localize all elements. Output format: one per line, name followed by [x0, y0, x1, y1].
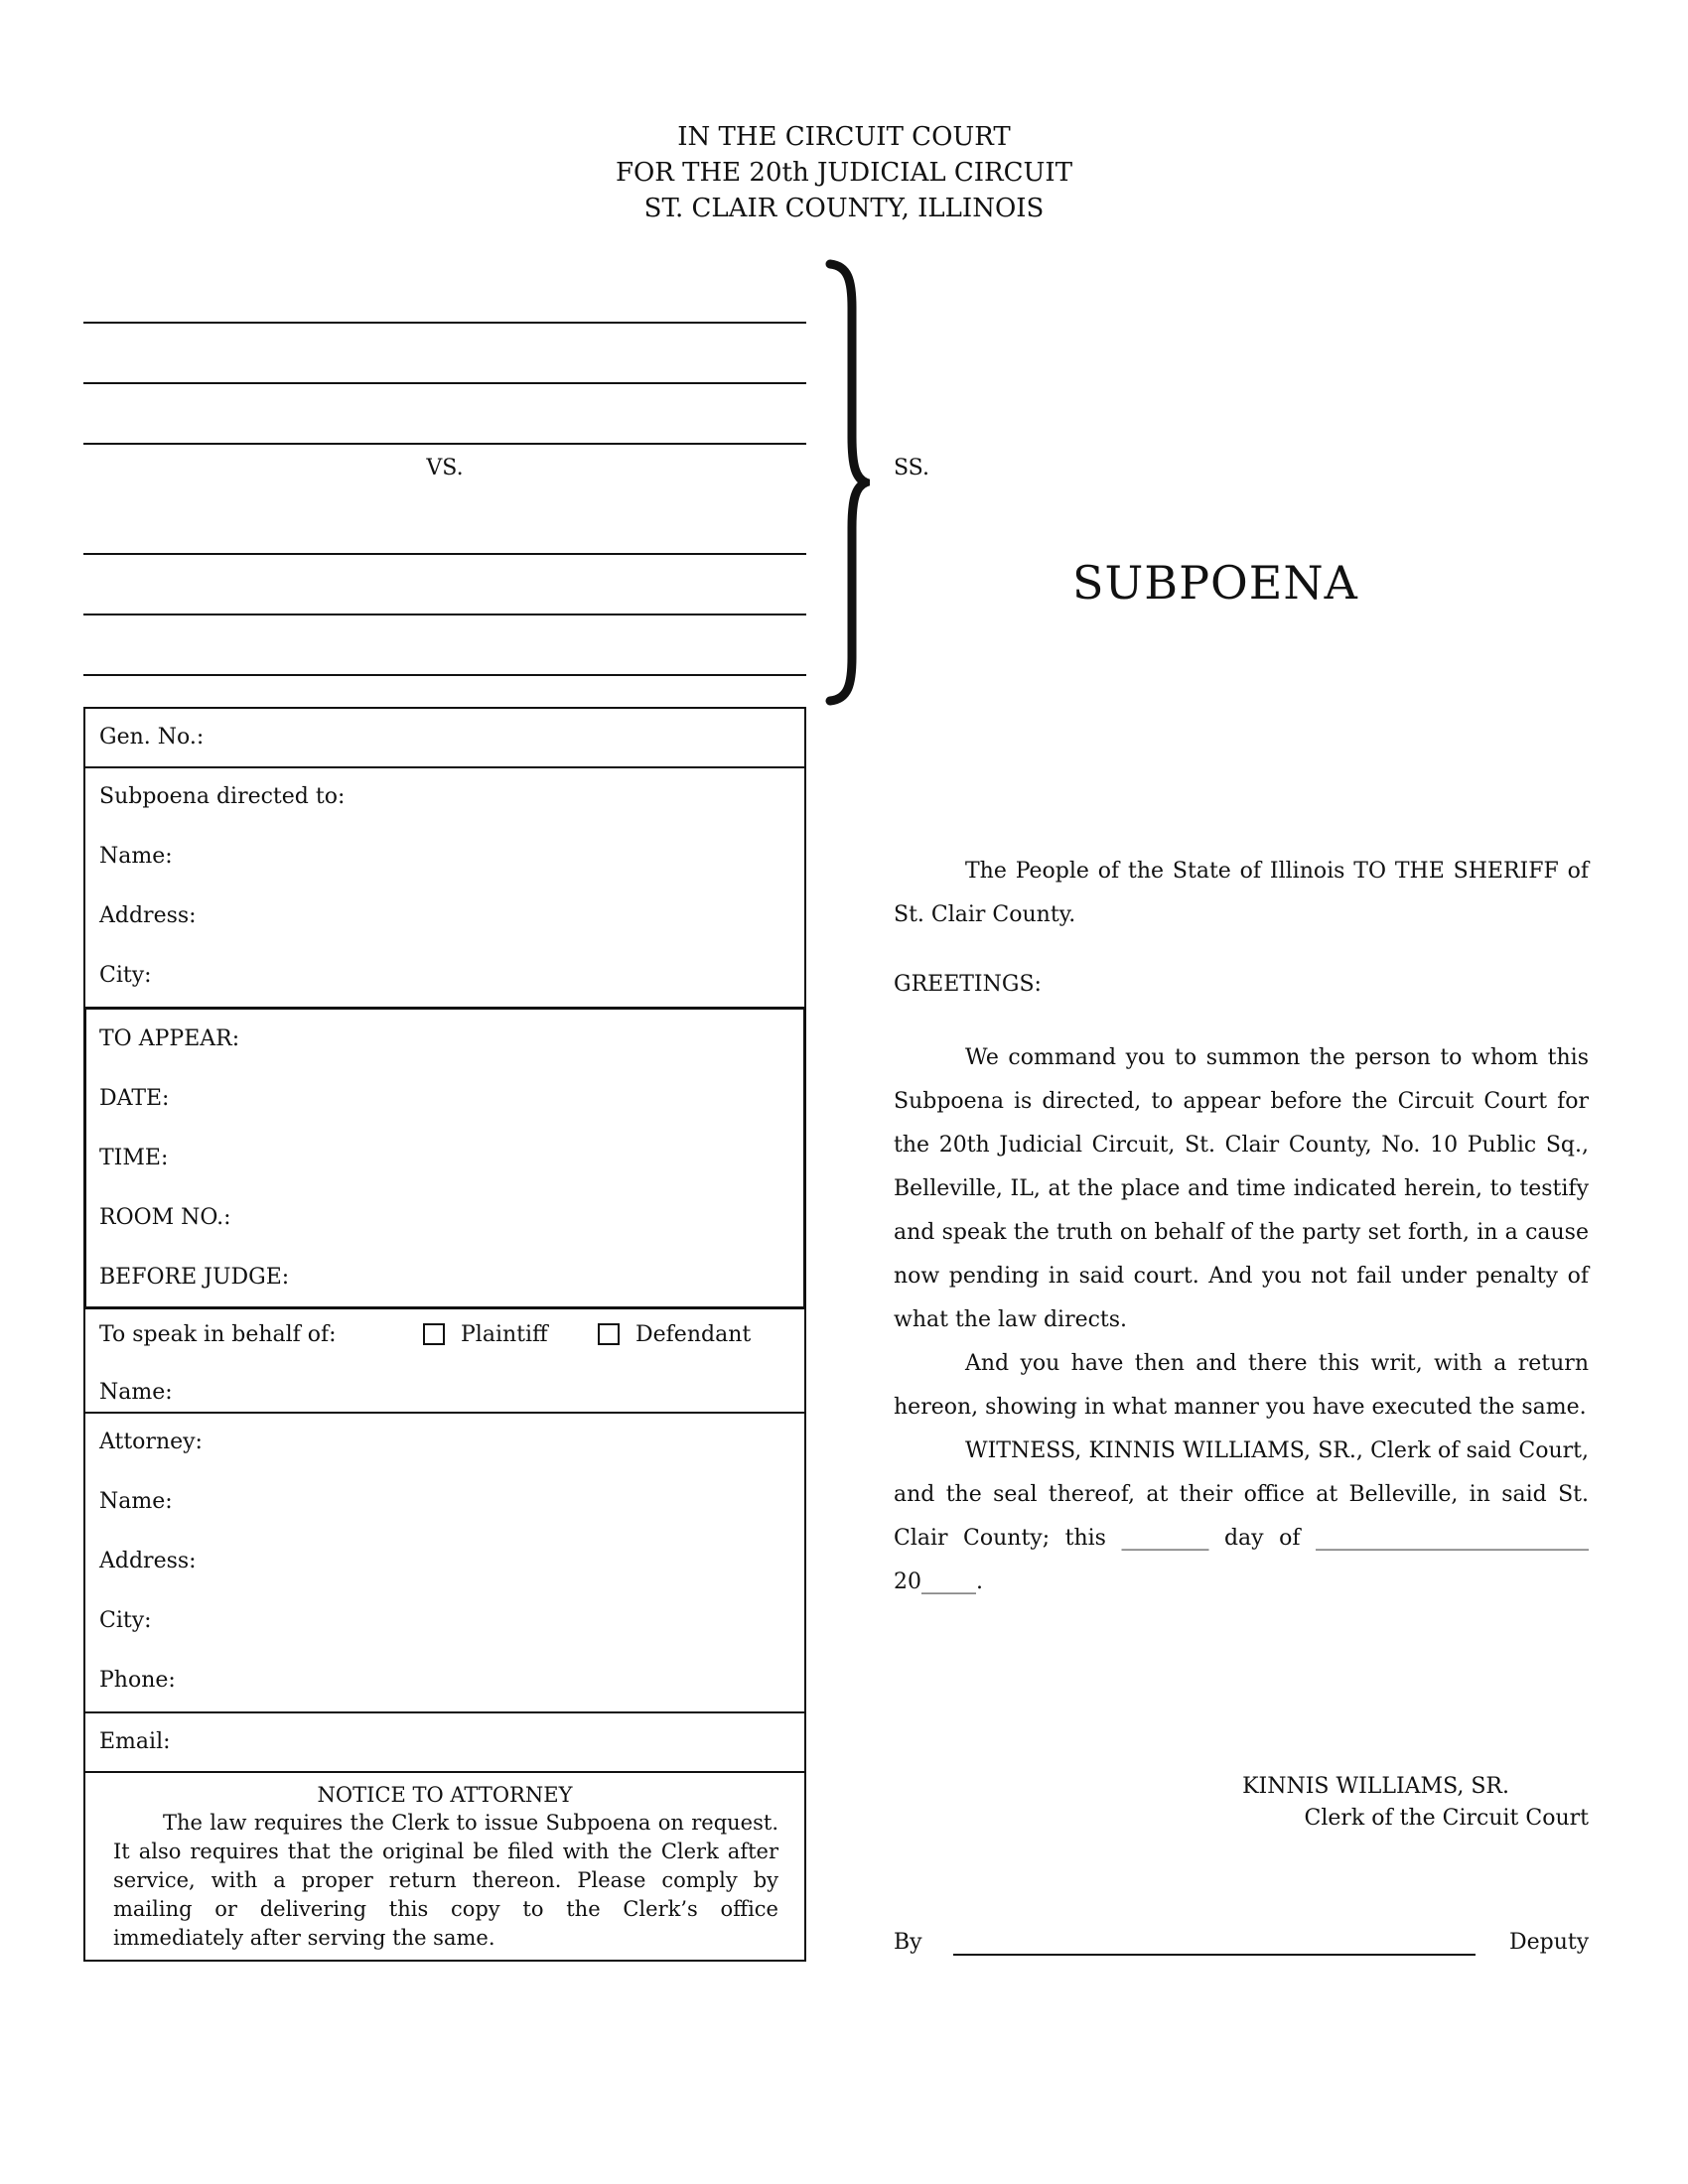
date-label: DATE: — [99, 1086, 170, 1111]
attorney-label: Attorney: — [99, 1430, 203, 1454]
ss-label: SS. — [894, 456, 929, 480]
versus-label: VS. — [426, 456, 464, 480]
witness-paragraph: WITNESS, KINNIS WILLIAMS, SR., Clerk of said Court, and the seal thereof, at their office at Belleville, in said St. Clair County; this ________ day of _________________________ 20_____. — [894, 1438, 1589, 1594]
plaintiff-checkbox[interactable] — [423, 1323, 445, 1345]
document-title: SUBPOENA — [1072, 556, 1358, 610]
before-judge-label: BEFORE JUDGE: — [99, 1265, 290, 1290]
attorney-phone-label: Phone: — [99, 1668, 176, 1693]
plaintiff-line-2[interactable] — [83, 382, 806, 384]
time-label: TIME: — [99, 1146, 169, 1170]
plaintiff-label: Plaintiff — [461, 1322, 548, 1347]
greetings-label: GREETINGS: — [894, 972, 1042, 997]
clerk-signature — [1092, 1771, 1589, 1835]
room-no-label: ROOM NO.: — [99, 1205, 231, 1230]
defendant-checkbox[interactable] — [598, 1323, 620, 1345]
court-header-line2: FOR THE 20th JUDICIAL CIRCUIT — [615, 158, 1073, 188]
defendant-line-2[interactable] — [83, 614, 806, 615]
attorney-name-label: Name: — [99, 1489, 173, 1514]
clerk-name: KINNIS WILLIAMS, SR. — [1242, 1774, 1509, 1799]
defendant-label: Defendant — [635, 1322, 752, 1347]
return-paragraph: And you have then and there this writ, with a return hereon, showing in what manner you have executed the same. — [894, 1351, 1589, 1420]
notice-title: NOTICE TO ATTORNEY — [317, 1783, 573, 1807]
plaintiff-line-1[interactable] — [83, 322, 806, 324]
directed-to-label: Subpoena directed to: — [99, 784, 346, 809]
gen-no-label: Gen. No.: — [99, 725, 205, 750]
defendant-line-1[interactable] — [83, 553, 806, 555]
recipient-name-label: Name: — [99, 844, 173, 869]
command-paragraph: We command you to summon the person to whom this Subpoena is directed, to appear before the Circuit Court for the 20th Judicial Circuit, St. Clair County, No. 10 Public Sq., Belleville, IL, at the place and time indicated herein, to testify and speak the truth on behalf of the party set forth, in a cause now pending in said court. And you not fail under penalty of what the law directs. — [894, 1045, 1589, 1332]
behalf-of-label: To speak in behalf of: — [99, 1322, 337, 1347]
clerk-title: Clerk of the Circuit Court — [1304, 1806, 1589, 1831]
notice-body: The law requires the Clerk to issue Subpoena on request. It also requires that the original be filed with the Clerk after service, with a proper return thereon. Please comply by mailing or delivering this copy to the Clerk’s office immediately after serving the same. — [113, 1811, 778, 1950]
plaintiff-line-3[interactable] — [83, 443, 806, 445]
court-header-line1: IN THE CIRCUIT COURT — [677, 122, 1011, 152]
recipient-address-label: Address: — [99, 903, 197, 928]
caption-brace — [820, 258, 870, 707]
deputy-signature-line[interactable] — [953, 1954, 1476, 1956]
people-paragraph: The People of the State of Illinois TO THE SHERIFF of St. Clair County. — [894, 859, 1589, 927]
defendant-line-3[interactable] — [83, 674, 806, 676]
email-box[interactable] — [83, 1711, 806, 1773]
attorney-address-label: Address: — [99, 1549, 197, 1573]
behalf-name-label: Name: — [99, 1380, 173, 1405]
court-header-line3: ST. CLAIR COUNTY, ILLINOIS — [643, 194, 1045, 223]
deputy-label: Deputy — [1509, 1930, 1590, 1955]
court-header — [0, 119, 1688, 226]
by-label: By — [894, 1930, 922, 1955]
attorney-city-label: City: — [99, 1608, 152, 1633]
email-label: Email: — [99, 1729, 171, 1754]
recipient-city-label: City: — [99, 963, 152, 988]
to-appear-label: TO APPEAR: — [99, 1026, 240, 1051]
